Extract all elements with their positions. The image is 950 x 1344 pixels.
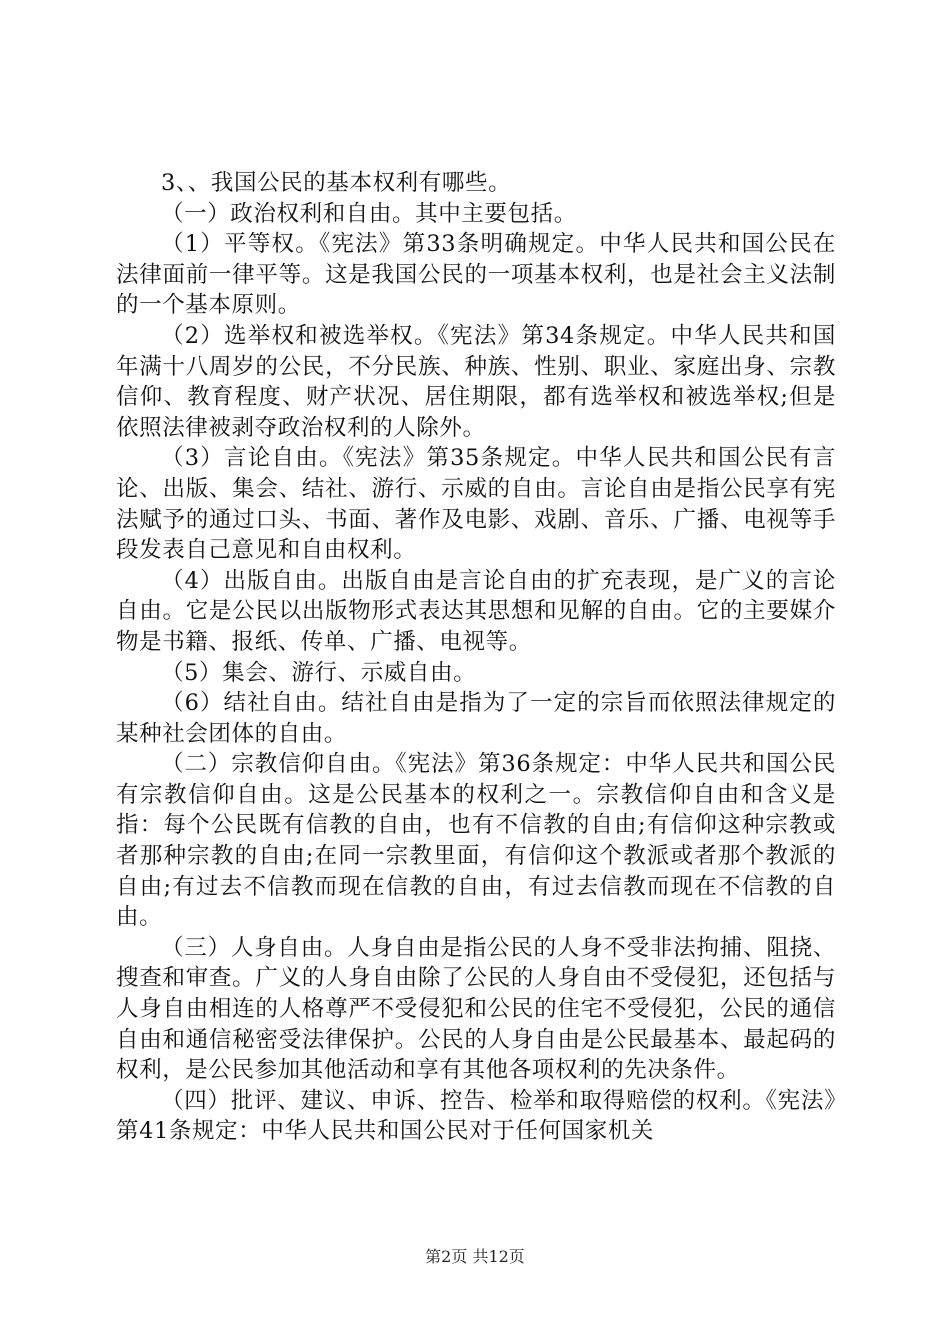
paragraph-freedom-of-association: （6）结社自由。结社自由是指为了一定的宗旨而依照法律规定的某种社会团体的自由。 [116, 690, 836, 747]
page-number-footer: 第2页 共12页 [425, 1247, 525, 1266]
paragraph-voting-right: （2）选举权和被选举权。《宪法》第34条规定。中华人民共和国年满十八周岁的公民，不分民族、种族、性别、职业、家庭出身、宗教信仰、教育程度、财产状况、居住期限，都有选举权和被选举权;但是依照法律被剥夺政治权利的人除外。 [116, 322, 836, 441]
paragraph-question-heading: 3、、我国公民的基本权利有哪些。 [161, 170, 512, 196]
paragraph-religious-freedom: （二）宗教信仰自由。《宪法》第36条规定：中华人民共和国公民有宗教信仰自由。这是公民基本的权利之一。宗教信仰自由和含义是指：每个公民既有信教的自由，也有不信教的自由;有信仰这种宗教或者那种宗教的自由;在同一宗教里面，有信仰这个教派或者那个教派的自由;有过去不信教而现在信教的自由，有过去信教而现在不信教的自由。 [116, 751, 836, 931]
paragraph-equality-right: （1）平等权。《宪法》第33条明确规定。中华人民共和国公民在法律面前一律平等。这是我国公民的一项基本权利，也是社会主义法制的一个基本原则。 [116, 231, 836, 319]
paragraph-freedom-of-speech: （3）言论自由。《宪法》第35条规定。中华人民共和国公民有言论、出版、集会、结社、游行、示威的自由。言论自由是指公民享有宪法赋予的通过口头、书面、著作及电影、戏剧、音乐、广播、电视等手段发表自己意见和自由权利。 [116, 445, 836, 564]
paragraph-political-rights-heading: （一）政治权利和自由。其中主要包括。 [161, 200, 577, 227]
document-body [116, 168, 836, 1147]
paragraph-freedom-of-assembly: （5）集会、游行、示威自由。 [161, 659, 477, 686]
paragraph-personal-freedom: （三）人身自由。人身自由是指公民的人身不受非法拘捕、阻挠、搜查和审查。广义的人身自由除了公民的人身自由不受侵犯，还包括与人身自由相连的人格尊严不受侵犯和公民的住宅不受侵犯，公民的通信自由和通信秘密受法律保护。公民的人身自由是公民最基本、最起码的权利，是公民参加其他活动和享有其他各项权利的先决条件。 [116, 934, 836, 1084]
paragraph-freedom-of-press: （4）出版自由。出版自由是言论自由的扩充表现，是广义的言论自由。它是公民以出版物形式表达其思想和见解的自由。它的主要媒介物是书籍、报纸、传单、广播、电视等。 [116, 567, 836, 655]
paragraph-right-to-criticize: （四）批评、建议、申诉、控告、检举和取得赔偿的权利。《宪法》第41条规定：中华人民共和国公民对于任何国家机关 [116, 1087, 836, 1145]
